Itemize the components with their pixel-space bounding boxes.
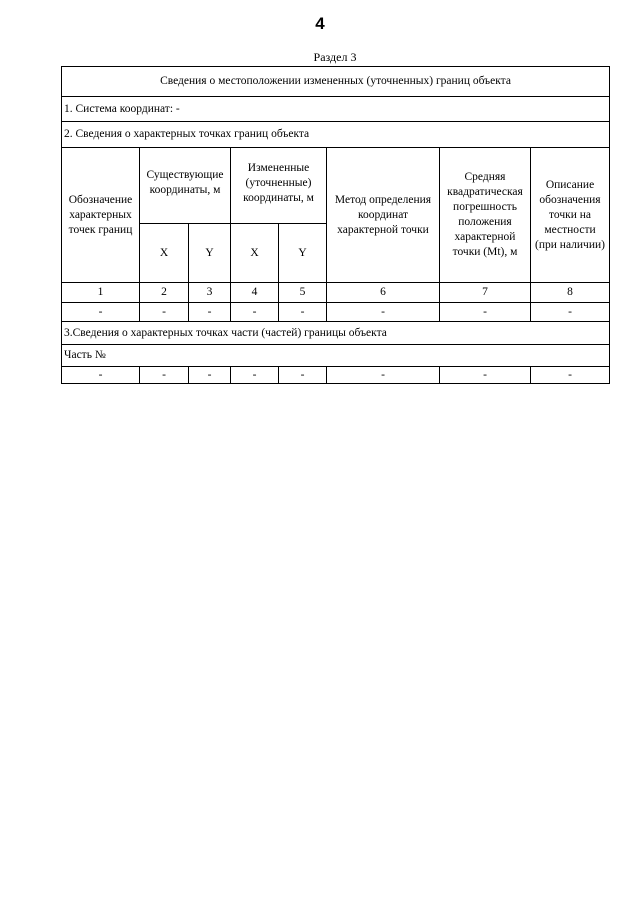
parts-heading-row: 3.Сведения о характерных точках части (частей) границы объекта: [62, 322, 610, 345]
table-cell: -: [531, 367, 610, 384]
table-cell: -: [140, 367, 189, 384]
table-cell: -: [440, 367, 531, 384]
header-existing-coords: Существующие координаты, м: [140, 148, 231, 224]
table-cell: -: [440, 303, 531, 322]
column-number: 3: [189, 283, 231, 303]
column-number: 1: [62, 283, 140, 303]
subheader-x-changed: X: [231, 224, 279, 283]
table-cell: -: [231, 367, 279, 384]
column-number: 2: [140, 283, 189, 303]
part-number-row: Часть №: [62, 345, 610, 367]
table-cell: -: [327, 367, 440, 384]
subheader-x-existing: X: [140, 224, 189, 283]
table-cell: -: [140, 303, 189, 322]
column-number: 6: [327, 283, 440, 303]
column-number: 7: [440, 283, 531, 303]
table-row: [62, 367, 610, 384]
subheader-y-existing: Y: [189, 224, 231, 283]
table-title: Сведения о местоположении измененных (уточненных) границ объекта: [62, 67, 610, 97]
table-cell: -: [189, 303, 231, 322]
column-number-row: [62, 283, 610, 303]
boundary-table: [61, 66, 610, 384]
header-description: Описание обозначения точки на местности (при наличии): [531, 148, 610, 283]
coord-system-row: 1. Система координат: -: [62, 97, 610, 122]
table-cell: -: [279, 367, 327, 384]
column-number: 4: [231, 283, 279, 303]
header-changed-coords: Измененные (уточненные) координаты, м: [231, 148, 327, 224]
header-designation: Обозначение характерных точек границ: [62, 148, 140, 283]
subheader-y-changed: Y: [279, 224, 327, 283]
header-method: Метод определения координат характерной точки: [327, 148, 440, 283]
table-row: [62, 303, 610, 322]
table-cell: -: [279, 303, 327, 322]
section-label: Раздел 3: [313, 50, 357, 64]
table-cell: -: [531, 303, 610, 322]
table-cell: -: [62, 303, 140, 322]
page-number: 4: [315, 14, 325, 33]
points-heading-row: 2. Сведения о характерных точках границ объекта: [62, 122, 610, 148]
column-number: 5: [279, 283, 327, 303]
table-cell: -: [62, 367, 140, 384]
table-cell: -: [231, 303, 279, 322]
table-cell: -: [327, 303, 440, 322]
column-number: 8: [531, 283, 610, 303]
header-error: Средняя квадратическая погрешность положения характерной точки (Mt), м: [440, 148, 531, 283]
table-cell: -: [189, 367, 231, 384]
